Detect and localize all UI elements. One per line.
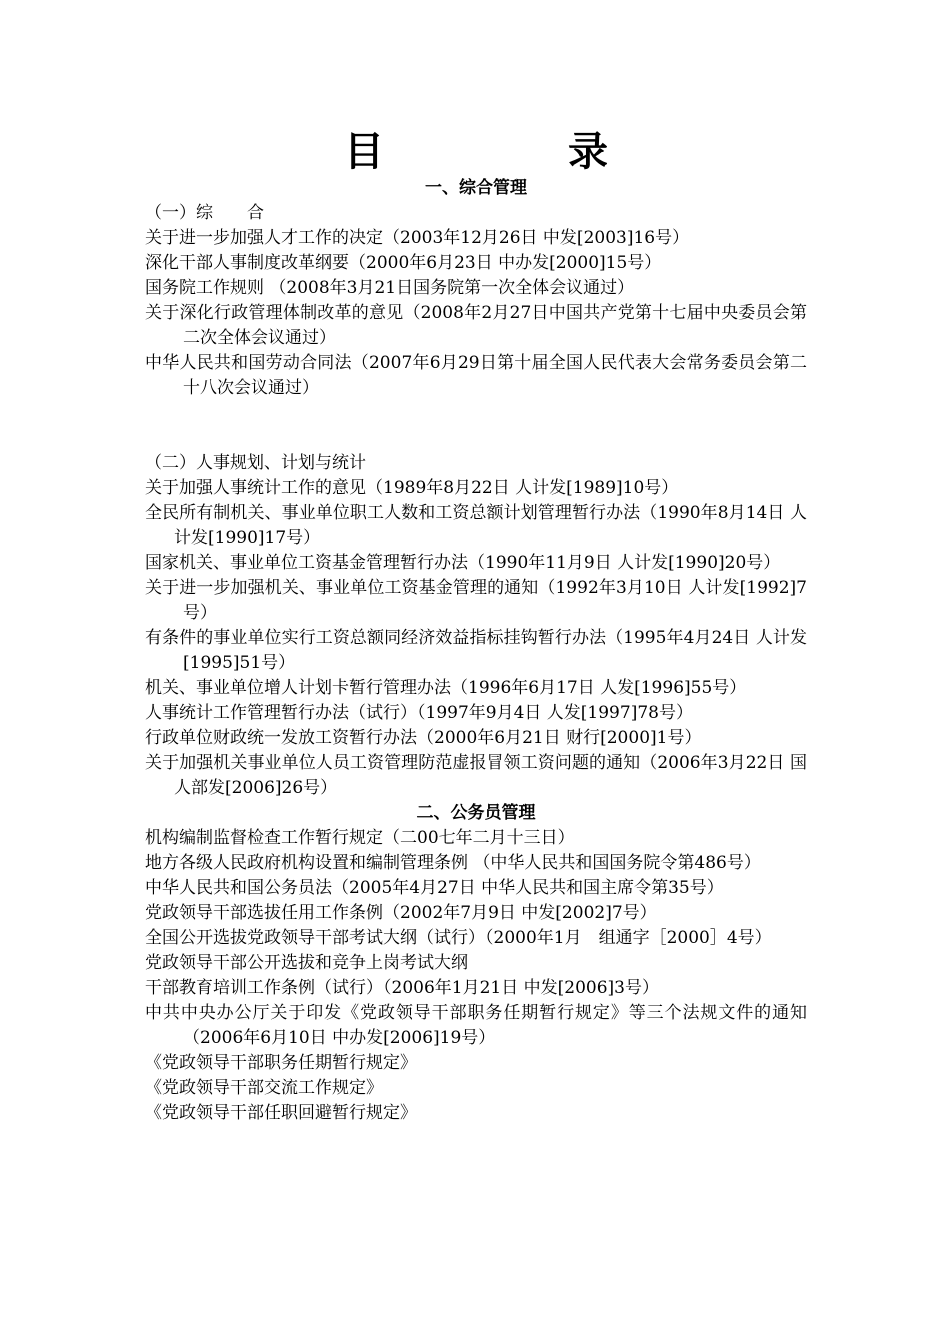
- toc-page: [145, 128, 807, 1126]
- toc-entry[interactable]: 关于深化行政管理体制改革的意见（2008年2月27日中国共产党第十七届中央委员会第二次全体会议通过）: [145, 303, 807, 348]
- toc-entry[interactable]: 人事统计工作管理暂行办法（试行）（1997年9月4日 人发[1997]78号）: [145, 703, 693, 723]
- toc-entry[interactable]: 关于进一步加强机关、事业单位工资基金管理的通知（1992年3月10日 人计发[1992]7号）: [145, 578, 807, 623]
- spacer: [145, 401, 807, 451]
- toc-entry[interactable]: 《党政领导干部任职回避暂行规定》: [145, 1103, 417, 1123]
- toc-entry[interactable]: 党政领导干部公开选拔和竞争上岗考试大纲: [145, 953, 468, 973]
- toc-entry[interactable]: 中华人民共和国劳动合同法（2007年6月29日第十届全国人民代表大会常务委员会第二十八次会议通过）: [145, 353, 807, 398]
- toc-entry[interactable]: 全民所有制机关、事业单位职工人数和工资总额计划管理暂行办法（1990年8月14日 人计发[1990]17号）: [145, 503, 807, 548]
- toc-entry[interactable]: 全国公开选拔党政领导干部考试大纲（试行）（2000年1月 组通字［2000］4号）: [145, 928, 772, 948]
- section-heading-civil-servant-management: 二、公务员管理: [416, 803, 536, 823]
- toc-entry[interactable]: 国务院工作规则 （2008年3月21日国务院第一次全体会议通过）: [145, 278, 635, 298]
- toc-entry[interactable]: 党政领导干部选拔任用工作条例（2002年7月9日 中发[2002]7号）: [145, 903, 657, 923]
- toc-entry[interactable]: 国家机关、事业单位工资基金管理暂行办法（1990年11月9日 人计发[1990]20号）: [145, 553, 781, 573]
- toc-entry[interactable]: 关于加强人事统计工作的意见（1989年8月22日 人计发[1989]10号）: [145, 478, 679, 498]
- toc-entry[interactable]: 行政单位财政统一发放工资暂行办法（2000年6月21日 财行[2000]1号）: [145, 728, 702, 748]
- toc-entry[interactable]: 中共中央办公厅关于印发《党政领导干部职务任期暂行规定》等三个法规文件的通知（2006年6月10日 中办发[2006]19号）: [145, 1003, 807, 1048]
- toc-entry[interactable]: 深化干部人事制度改革纲要（2000年6月23日 中办发[2000]15号）: [145, 253, 662, 273]
- subsection-heading-general: （一）综 合: [145, 203, 264, 223]
- toc-title: 目 录: [344, 128, 680, 175]
- toc-entry[interactable]: 干部教育培训工作条例（试行）（2006年1月21日 中发[2006]3号）: [145, 978, 659, 998]
- toc-entry[interactable]: 有条件的事业单位实行工资总额同经济效益指标挂钩暂行办法（1995年4月24日 人计发[1995]51号）: [145, 628, 807, 673]
- toc-entry[interactable]: 《党政领导干部交流工作规定》: [145, 1078, 383, 1098]
- toc-entry[interactable]: 机关、事业单位增人计划卡暂行管理办法（1996年6月17日 人发[1996]55号）: [145, 678, 747, 698]
- toc-entry[interactable]: 地方各级人民政府机构设置和编制管理条例 （中华人民共和国国务院令第486号）: [145, 853, 761, 873]
- subsection-heading-personnel-planning: （二）人事规划、计划与统计: [145, 453, 366, 473]
- section-heading-general-management: 一、综合管理: [425, 178, 527, 198]
- toc-entry[interactable]: 机构编制监督检查工作暂行规定（二00七年二月十三日）: [145, 828, 575, 848]
- toc-entry[interactable]: 关于进一步加强人才工作的决定（2003年12月26日 中发[2003]16号）: [145, 228, 690, 248]
- toc-entry[interactable]: 《党政领导干部职务任期暂行规定》: [145, 1053, 417, 1073]
- toc-entry[interactable]: 关于加强机关事业单位人员工资管理防范虚报冒领工资问题的通知（2006年3月22日 国人部发[2006]26号）: [145, 753, 807, 798]
- toc-entry[interactable]: 中华人民共和国公务员法（2005年4月27日 中华人民共和国主席令第35号）: [145, 878, 724, 898]
